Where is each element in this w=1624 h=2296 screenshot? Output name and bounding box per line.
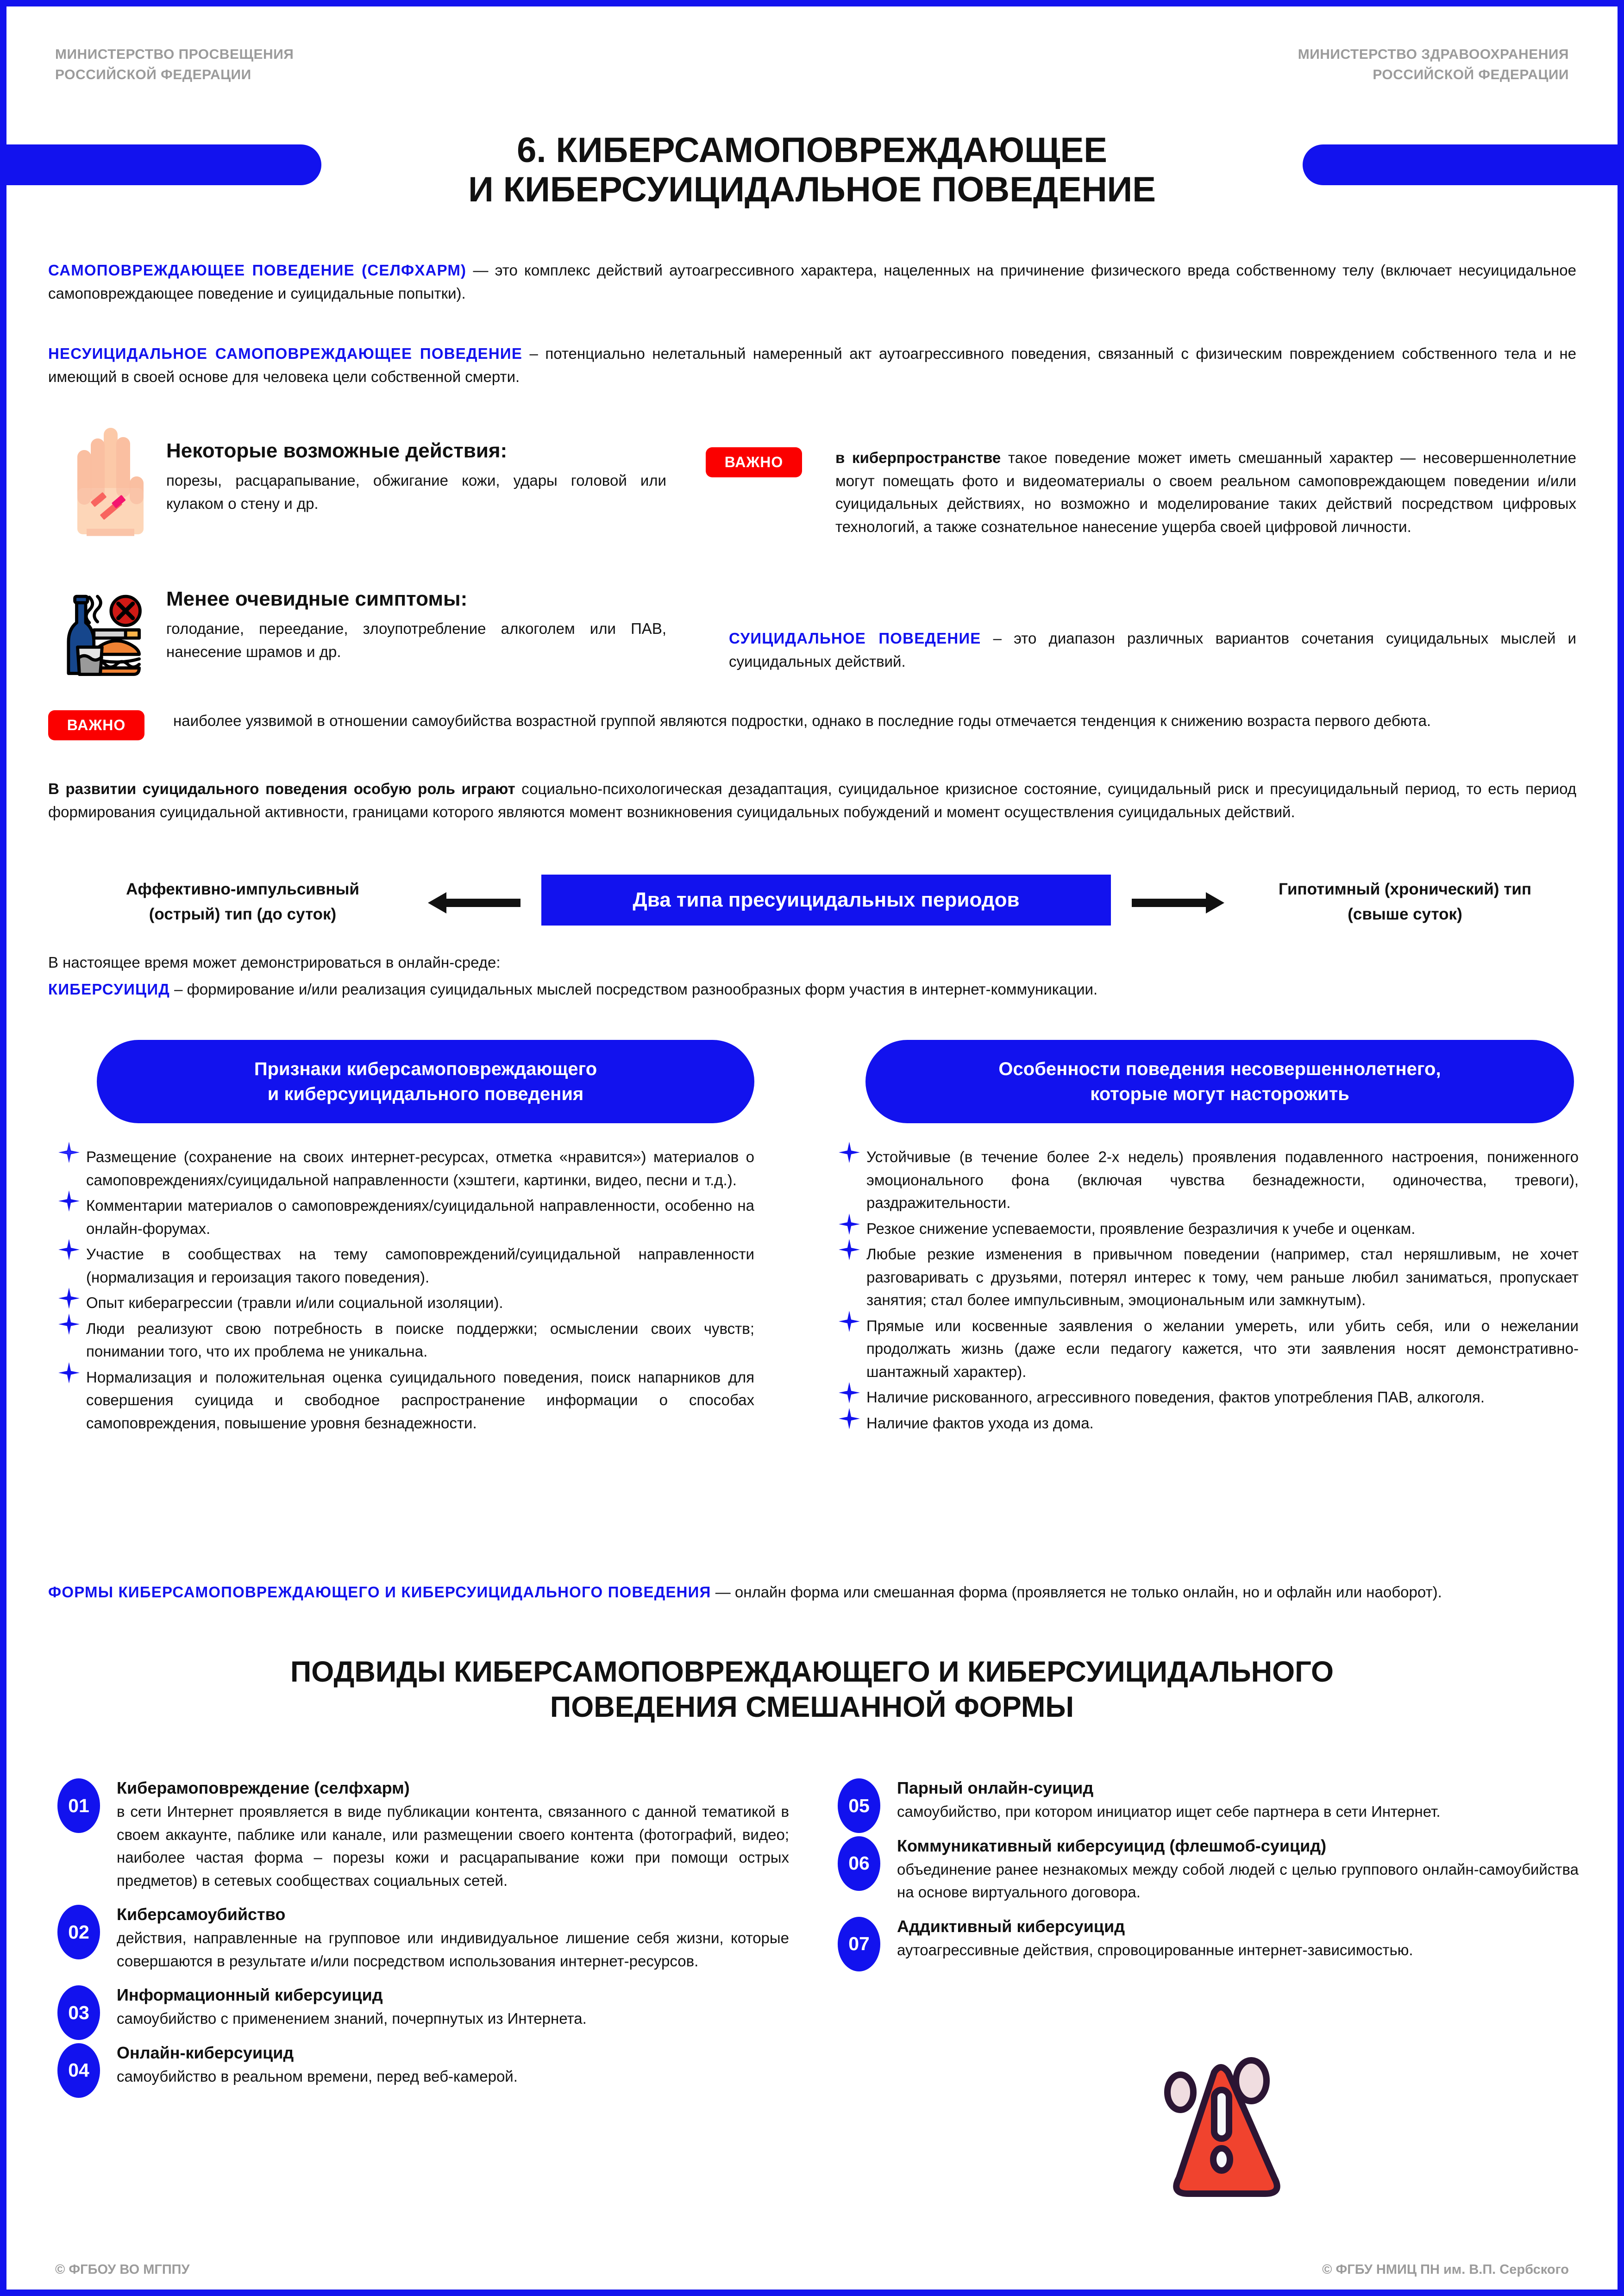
diagram-center-label: Два типа пресуицидальных периодов <box>633 888 1020 911</box>
star-bullet-icon <box>58 1142 80 1163</box>
subtype-text: в сети Интернет проявляется в виде публикации контента, связанного с данной тематикой в своем аккаунте, паблике или канале, или размещении своего контента (фотографий, видео; наиболее частая форма – порезы кожи и расцарапывание кожи при помощи острых предметов) в сетевых сообществах социальных сетей. <box>117 1803 789 1889</box>
subtype-title: Онлайн-киберсуицид <box>117 2043 294 2062</box>
definition-nonsuicidal <box>48 342 1576 388</box>
list-item-text: Устойчивые (в течение более 2-х недель) проявления подавленного настроения, пониженного эмоционального фона (включая чувства безнадежности, одиночества, тревоги), раздражительности. <box>866 1148 1579 1211</box>
page-title <box>6 131 1618 209</box>
arrow-left-icon <box>423 888 525 916</box>
subtype-title: Информационный киберсуицид <box>117 1985 383 2004</box>
list-item-text: Нормализация и положительная оценка суицидального поведения, поиск напарников для совершения суицида и свободное распространение информации о способах самоповреждения, повышение уровня безнадежности. <box>86 1368 754 1432</box>
footer-right: © ФГБУ НМИЦ ПН им. В.П. Сербского <box>1322 2262 1569 2277</box>
list-item-text: Любые резкие изменения в привычном поведении (например, стал неряшливым, не хочет разговаривать с друзьями, потерял интерес к тому, чем раньше любил заниматься, пропускает занятия; стал более импульсивным, эмоциональным или замкнутым). <box>866 1245 1579 1308</box>
subtype-item <box>838 1916 1579 1962</box>
subtype-text: самоубийство, при котором инициатор ищет себе партнера в сети Интернет. <box>897 1803 1441 1820</box>
subtype-text: действия, направленные на групповое или индивидуальное лишение себя жизни, которые совершаются в результате и/или посредством использования интернет-ресурсов. <box>117 1929 789 1970</box>
subtype-text: самоубийство в реальном времени, перед веб-камерой. <box>117 2067 518 2085</box>
definition-selfharm <box>48 259 1576 305</box>
star-bullet-icon <box>58 1314 80 1335</box>
important-text-2: наиболее уязвимой в отношении самоубийства возрастной группой являются подростки, однако в последние годы отмечается тенденция к снижению возраста первого дебюта. <box>173 712 1431 729</box>
hand-with-cuts-icon <box>62 423 150 539</box>
subtype-number-badge: 01 <box>57 1778 100 1833</box>
diagram-right-label <box>1243 877 1567 927</box>
subtypes-heading-line1: ПОДВИДЫ КИБЕРСАМОПОВРЕЖДАЮЩЕГО И КИБЕРСУИЦИДАЛЬНОГО <box>290 1656 1334 1688</box>
panel-2-header <box>865 1040 1574 1123</box>
list-item-text: Резкое снижение успеваемости, проявление безразличия к учебе и оценкам. <box>866 1220 1416 1237</box>
alcohol-cigarette-burger-icon <box>57 578 159 682</box>
selfharm-body: — это комплекс действий аутоагрессивного характера, нацеленных на причинение физического вреда собственному телу (включает несуицидальное самоповреждающее поведение и суицидальные попытки). <box>48 262 1576 302</box>
panel-2-list <box>838 1145 1579 1437</box>
diagram-left-line2: (острый) тип (до суток) <box>149 905 337 924</box>
subtype-title: Парный онлайн-суицид <box>897 1778 1094 1797</box>
star-bullet-icon <box>839 1214 860 1235</box>
star-bullet-icon <box>839 1408 860 1429</box>
icon-block-1 <box>166 439 666 515</box>
list-item-text: Участие в сообществах на тему самоповреждений/суицидальной направленности (нормализация и героизация такого поведения). <box>86 1245 754 1286</box>
list-item-text: Люди реализуют свою потребность в поиске поддержки; осмыслении своих чувств; понимании того, что их проблема не уникальна. <box>86 1320 754 1360</box>
suicidal-body: – это диапазон различных вариантов сочетания суицидальных мыслей и суицидальных действий. <box>729 630 1576 670</box>
subtypes-heading-line2: ПОВЕДЕНИЯ СМЕШАННОЙ ФОРМЫ <box>550 1690 1074 1723</box>
diagram-left-label <box>94 877 391 927</box>
diagram-right-line2: (свыше суток) <box>1348 905 1462 924</box>
diagram-right-line1: Гипотимный (хронический) тип <box>1278 880 1531 898</box>
panel-2-title-line2: которые могут насторожить <box>1090 1084 1349 1104</box>
cybersuicide-term: КИБЕРСУИЦИД <box>48 981 170 998</box>
important-label-2: ВАЖНО <box>48 710 144 740</box>
online-definition <box>48 978 1576 1001</box>
selfharm-term: САМОПОВРЕЖДАЮЩЕЕ ПОВЕДЕНИЕ (СЕЛФХАРМ) <box>48 262 467 279</box>
page-title-line1: 6. КИБЕРСАМОПОВРЕЖДАЮЩЕЕ <box>517 131 1107 170</box>
forms-body: — онлайн форма или смешанная форма (проявляется не только онлайн, но и офлайн или наоборот). <box>711 1583 1442 1601</box>
panel-2-title-line1: Особенности поведения несовершеннолетнего, <box>998 1059 1441 1079</box>
subtypes-right-column <box>838 1777 1579 1973</box>
subtype-item <box>838 1777 1579 1823</box>
ministry-left-line1: МИНИСТЕРСТВО ПРОСВЕЩЕНИЯ <box>55 47 294 62</box>
list-item <box>838 1145 1579 1214</box>
cybersuicide-body: – формирование и/или реализация суицидальных мыслей посредством разнообразных форм участия в интернет-коммуникации. <box>169 981 1098 998</box>
important-label-1: ВАЖНО <box>706 447 802 477</box>
subtype-number-badge: 05 <box>838 1778 880 1833</box>
star-bullet-icon <box>839 1311 860 1332</box>
panel-1-title-line1: Признаки киберсамоповреждающего <box>254 1059 597 1079</box>
nonsuicidal-body: – потенциально нелетальный намеренный акт аутоагрессивного поведения, связанный с физическим повреждением собственного тела и не имеющий в своей основе для человека цели собственной смерти. <box>48 345 1576 385</box>
list-item <box>57 1366 754 1435</box>
subtype-text: аутоагрессивные действия, спровоцированные интернет-зависимостью. <box>897 1941 1413 1958</box>
list-item-text: Наличие фактов ухода из дома. <box>866 1414 1094 1432</box>
subtype-item <box>838 1835 1579 1904</box>
icon-block-1-text: порезы, расцарапывание, обжигание кожи, удары головой или кулаком о стену и др. <box>166 472 666 512</box>
list-item <box>838 1314 1579 1383</box>
list-item <box>838 1217 1579 1240</box>
list-item-text: Комментарии материалов о самоповреждениях/суицидальной направленности, особенно на онлайн-форумах. <box>86 1197 754 1237</box>
panel-1-title-line2: и киберсуицидального поведения <box>267 1084 584 1104</box>
star-bullet-icon <box>839 1382 860 1403</box>
poster-page <box>6 6 1618 2290</box>
important-badge-1 <box>706 447 803 477</box>
ministry-left-line2: РОССИЙСКОЙ ФЕДЕРАЦИИ <box>55 67 251 82</box>
important-badge-2 <box>48 710 145 740</box>
title-band <box>6 131 1618 224</box>
subtype-item <box>57 1984 789 2030</box>
list-item-text: Прямые или косвенные заявления о желании умереть, или убить себя, или о нежелании продолжать жизнь (даже если педагогу кажется, что эти заявления носят демонстративно-шантажный характер). <box>866 1317 1579 1380</box>
subtype-number-badge: 06 <box>838 1836 880 1891</box>
important-text-1 <box>835 446 1576 538</box>
online-intro: В настоящее время может демонстрироваться в онлайн-среде: <box>48 954 501 971</box>
list-item <box>838 1386 1579 1409</box>
icon-block-2-text: голодание, переедание, злоупотребление алкоголем или ПАВ, нанесение шрамов и др. <box>166 620 666 660</box>
list-item <box>838 1243 1579 1312</box>
subtype-number-badge: 07 <box>838 1917 880 1971</box>
list-item-text: Размещение (сохранение на своих интернет-ресурсах, отметка «нравится») материалов о самоповреждениях/суицидальной направленности (хэштеги, картинки, видео, песни и т.д.). <box>86 1148 754 1189</box>
subtype-item <box>57 1777 789 1892</box>
development-paragraph <box>48 777 1576 823</box>
star-bullet-icon <box>839 1239 860 1260</box>
icon-block-1-heading: Некоторые возможные действия: <box>166 439 508 462</box>
list-item <box>57 1243 754 1289</box>
subtypes-heading <box>62 1655 1562 1725</box>
ministry-left <box>55 44 294 85</box>
list-item <box>838 1412 1579 1435</box>
star-bullet-icon <box>839 1142 860 1163</box>
nonsuicidal-term: НЕСУИЦИДАЛЬНОЕ САМОПОВРЕЖДАЮЩЕЕ ПОВЕДЕНИЕ <box>48 345 523 362</box>
list-item <box>57 1145 754 1191</box>
subtype-title: Киберамоповреждение (селфхарм) <box>117 1778 410 1797</box>
subtype-item <box>57 1904 789 1972</box>
ministry-right-line1: МИНИСТЕРСТВО ЗДРАВООХРАНЕНИЯ <box>1298 47 1569 62</box>
subtype-number-badge: 04 <box>57 2043 100 2098</box>
development-rest: социально-психологическая дезадаптация, суицидальное кризисное состояние, суицидальный риск и пресуицидальный период, то есть период формирования суицидальной активности, границами которого являются момент возникновения суицидальных побуждений и момент осуществления суицидальных действий. <box>48 780 1576 820</box>
list-item-text: Опыт киберагрессии (травли и/или социальной изоляции). <box>86 1294 503 1311</box>
footer-left: © ФГБОУ ВО МГППУ <box>55 2262 190 2277</box>
subtype-text: объединение ранее незнакомых между собой людей с целью группового онлайн-самоубийства на основе виртуального договора. <box>897 1860 1579 1901</box>
ministry-right <box>1298 44 1569 85</box>
star-bullet-icon <box>58 1288 80 1309</box>
forms-term: ФОРМЫ КИБЕРСАМОПОВРЕЖДАЮЩЕГО И КИБЕРСУИЦИДАЛЬНОГО ПОВЕДЕНИЯ <box>48 1583 711 1601</box>
star-bullet-icon <box>58 1190 80 1212</box>
icon-block-2-heading: Менее очевидные симптомы: <box>166 588 468 610</box>
star-bullet-icon <box>58 1362 80 1383</box>
list-item-text: Наличие рискованного, агрессивного поведения, фактов употребления ПАВ, алкоголя. <box>866 1389 1485 1406</box>
subtype-number-badge: 03 <box>57 1985 100 2040</box>
subtype-number-badge: 02 <box>57 1905 100 1959</box>
subtype-title: Коммуникативный киберсуицид (флешмоб-суицид) <box>897 1836 1327 1855</box>
ministry-header <box>6 6 1618 113</box>
arrow-right-icon <box>1127 888 1229 916</box>
diagram-left-line1: Аффективно-импульсивный <box>126 880 359 898</box>
subtype-title: Киберсамоубийство <box>117 1905 286 1924</box>
subtype-text: самоубийство с применением знаний, почерпнутых из Интернета. <box>117 2010 587 2027</box>
list-item <box>57 1194 754 1240</box>
panel-1-list <box>57 1145 754 1437</box>
page-title-line2: И КИБЕРСУИЦИДАЛЬНОЕ ПОВЕДЕНИЕ <box>468 170 1156 210</box>
subtypes-left-column <box>57 1777 789 2100</box>
warning-triangle-icon <box>1155 2039 1340 2236</box>
list-item <box>57 1317 754 1363</box>
subtype-title: Аддиктивный киберсуицид <box>897 1916 1125 1936</box>
important-body-1: такое поведение может иметь смешанный характер — несовершеннолетние могут помещать фото и видеоматериалы о своем реальном самоповреждающем поведении и/или суицидальных действиях, но возможно и моделирование таких действий посредством цифровых технологий, а также сознательное нанесение ущерба своей цифровой личности. <box>835 449 1576 535</box>
icon-block-2 <box>166 588 666 663</box>
ministry-right-line2: РОССИЙСКОЙ ФЕДЕРАЦИИ <box>1373 67 1569 82</box>
panel-1-header <box>97 1040 754 1123</box>
list-item <box>57 1291 754 1314</box>
definition-suicidal <box>729 627 1576 673</box>
suicidal-term: СУИЦИДАЛЬНОЕ ПОВЕДЕНИЕ <box>729 630 981 647</box>
subtype-item <box>57 2042 789 2088</box>
important-lead-1: в киберпространстве <box>835 449 1001 466</box>
development-lead: В развитии суицидального поведения особую роль играют <box>48 780 515 797</box>
forms-paragraph <box>48 1581 1576 1604</box>
diagram-center-box <box>541 875 1111 926</box>
star-bullet-icon <box>58 1239 80 1260</box>
